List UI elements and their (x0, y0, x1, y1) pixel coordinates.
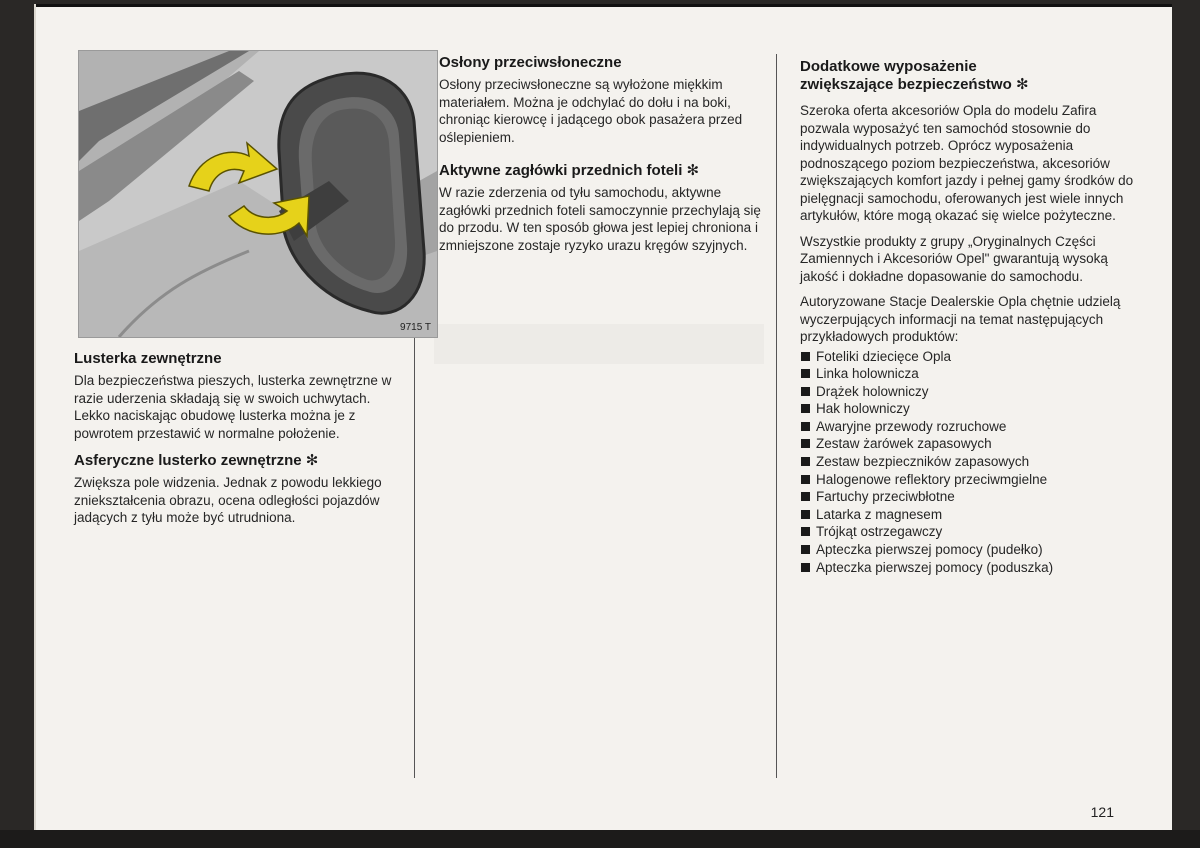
bullet-icon (801, 457, 810, 466)
list-item: Awaryjne przewody rozruchowe (800, 418, 1136, 436)
col2-section (439, 54, 765, 262)
list-item: Apteczka pierwszej pomocy (poduszka) (800, 559, 1136, 577)
heading-dodatkowe-line1: Dodatkowe wyposażenie (800, 58, 977, 75)
accessory-star-icon: ✻ (686, 162, 700, 179)
bullet-icon (801, 563, 810, 572)
bottom-edge (0, 830, 1200, 848)
paragraph-produkty: Wszystkie produkty z grupy „Oryginalnych Części Zamiennych i Akcesoriów Opel" gwarantują wysoką jakość i dokładne dopasowanie do samochodu. (800, 233, 1108, 284)
list-item: Halogenowe reflektory przeciwmgielne (800, 471, 1136, 489)
heading-aktywne-text: Aktywne zagłówki przednich foteli (439, 162, 683, 179)
paragraph-asferyczne: Zwiększa pole widzenia. Jednak z powodu lekkiego zniekształcenia obrazu, ocena odległości pojazdów jadących z tyłu może być utrudniona. (74, 475, 382, 525)
show-through-shade (434, 324, 764, 364)
accessory-star-icon: ✻ (305, 452, 319, 469)
heading-dodatkowe-line2: zwiększające bezpieczeństwo (800, 76, 1012, 93)
heading-oslony: Osłony przeciwsłoneczne (439, 54, 622, 71)
bullet-icon (801, 439, 810, 448)
bullet-icon (801, 475, 810, 484)
col1-section-lusterka (74, 350, 404, 535)
paragraph-lusterka: Dla bezpieczeństwa pieszych, lusterka zewnętrzne w razie uderzenia składają się w swoich uchwytach. Lekko naciskając obudowę lusterka można je z powrotem przestawić w normalne położenie. (74, 373, 392, 441)
bullet-icon (801, 510, 810, 519)
mirror-illustration (79, 51, 437, 337)
accessory-star-icon: ✻ (1015, 76, 1029, 93)
heading-lusterka-zewnetrzne: Lusterka zewnętrzne (74, 350, 222, 367)
bullet-icon (801, 422, 810, 431)
bullet-icon (801, 527, 810, 536)
paragraph-oslony: Osłony przeciwsłoneczne są wyłożone miękkim materiałem. Można je odchylać do dołu i na boki, chroniąc kierowcę i jadącego obok pasażera przed oślepieniem. (439, 77, 743, 145)
product-list (800, 348, 1136, 577)
heading-aktywne-zaglowki (439, 162, 765, 180)
bullet-icon (801, 387, 810, 396)
bullet-icon (801, 404, 810, 413)
paragraph-oferta: Szeroka oferta akcesoriów Opla do modelu Zafira pozwala wyposażyć ten samochód stosownie do indywidualnych potrzeb. Oprócz wyposażenia podnoszącego poziom bezpieczeństwa, akcesoriów zwiększających komfort jazdy i pełnej gamy środków do pielęgnacji samochodu, oferowanych jest wiele innych artykułów, które mogą okazać się wielce pożyteczne. (800, 103, 1134, 223)
bullet-icon (801, 369, 810, 378)
list-item: Latarka z magnesem (800, 506, 1136, 524)
paragraph-stacje: Autoryzowane Stacje Dealerskie Opla chętnie udzielą wyczerpujących informacji na temat następujących przykładowych produktów: (800, 294, 1121, 344)
heading-asferyczne-lusterko (74, 452, 404, 470)
list-item: Foteliki dziecięce Opla (800, 348, 1136, 366)
heading-asferyczne-text: Asferyczne lusterko zewnętrzne (74, 452, 302, 469)
list-item: Zestaw bezpieczników zapasowych (800, 453, 1136, 471)
list-item: Trójkąt ostrzegawczy (800, 523, 1136, 541)
photo-code: 9715 T (400, 322, 431, 333)
bullet-icon (801, 492, 810, 501)
manual-page (34, 4, 1172, 830)
list-item: Apteczka pierwszej pomocy (pudełko) (800, 541, 1136, 559)
paragraph-zaglowki: W razie zderzenia od tyłu samochodu, aktywne zagłówki przednich foteli samoczynnie przechylają się do przodu. W ten sposób głowa jest lepiej chroniona i zmniejszone zostaje ryzyko urazu kręgów szyjnych. (439, 185, 761, 253)
list-item: Linka holownicza (800, 365, 1136, 383)
page-number: 121 (1090, 804, 1114, 820)
list-item: Zestaw żarówek zapasowych (800, 435, 1136, 453)
col3-section (800, 58, 1136, 576)
list-item: Drążek holowniczy (800, 383, 1136, 401)
list-item: Fartuchy przeciwbłotne (800, 488, 1136, 506)
bullet-icon (801, 545, 810, 554)
column-divider-2 (776, 54, 777, 778)
heading-dodatkowe-wyposazenie (800, 58, 1136, 94)
top-edge (36, 4, 1172, 7)
list-item: Hak holowniczy (800, 400, 1136, 418)
mirror-photo (78, 50, 438, 338)
bullet-icon (801, 352, 810, 361)
